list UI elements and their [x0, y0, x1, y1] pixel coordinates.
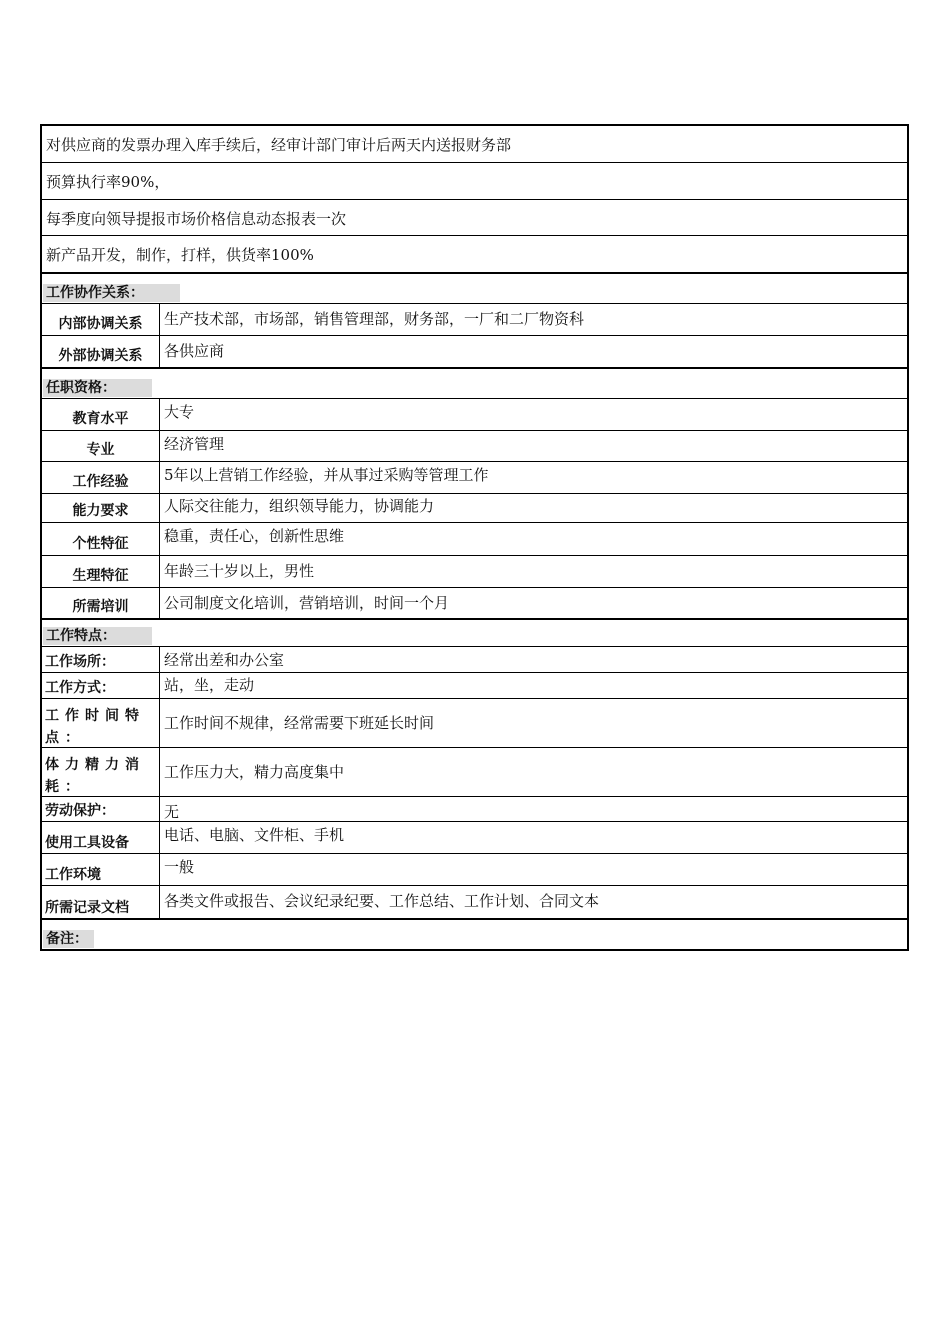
- external-coordination-value: 各供应商: [164, 342, 225, 360]
- work-features-header: 工作特点：: [43, 627, 152, 645]
- documents-label: 所需记录文档: [42, 886, 160, 918]
- personality-label: 个性特征: [42, 523, 160, 555]
- documents-row: [42, 886, 907, 920]
- environment-label: 工作环境: [42, 854, 160, 885]
- work-mode-row: [42, 673, 907, 699]
- responsibility-text-4: 新产品开发，制作，打样，供货率100%: [46, 246, 314, 264]
- experience-value: 5年以上营销工作经验，并从事过采购等管理工作: [164, 466, 489, 484]
- energy-consumption-value: 工作压力大，精力高度集中: [164, 763, 345, 781]
- responsibility-text-3: 每季度向领导提报市场价格信息动态报表一次: [46, 210, 347, 228]
- external-coordination-label: 外部协调关系: [42, 336, 160, 367]
- education-row: [42, 399, 907, 431]
- work-time-row: [42, 699, 907, 748]
- personality-row: [42, 523, 907, 556]
- tools-row: [42, 822, 907, 854]
- responsibility-row-2: [42, 163, 907, 200]
- energy-consumption-row: [42, 748, 907, 797]
- tools-value: 电话、电脑、文件柜、手机: [164, 826, 345, 844]
- qualification-header: 任职资格：: [43, 379, 152, 397]
- labor-protection-value: 无: [164, 803, 180, 821]
- work-time-label: 工作时间特点：: [42, 699, 160, 747]
- qualification-header-row: [42, 369, 907, 399]
- remarks-row: [42, 920, 907, 949]
- responsibility-text-1: 对供应商的发票办理入库手续后，经审计部门审计后两天内送报财务部: [46, 136, 512, 154]
- internal-coordination-row: [42, 304, 907, 336]
- major-value: 经济管理: [164, 435, 225, 453]
- internal-coordination-value: 生产技术部，市场部，销售管理部，财务部，一厂和二厂物资科: [164, 310, 585, 328]
- experience-row: [42, 462, 907, 494]
- work-time-value: 工作时间不规律，经常需要下班延长时间: [164, 714, 435, 732]
- workplace-row: [42, 647, 907, 673]
- responsibility-text-2: 预算执行率90%，: [46, 173, 170, 191]
- cooperation-header: 工作协作关系：: [43, 284, 180, 302]
- physiology-label: 生理特征: [42, 556, 160, 587]
- labor-protection-row: [42, 797, 907, 822]
- responsibility-row-4: [42, 236, 907, 274]
- physiology-row: [42, 556, 907, 588]
- ability-label: 能力要求: [42, 494, 160, 522]
- environment-value: 一般: [164, 858, 195, 876]
- work-features-header-row: [42, 620, 907, 647]
- training-label: 所需培训: [42, 588, 160, 618]
- training-value: 公司制度文化培训，营销培训，时间一个月: [164, 594, 450, 612]
- tools-label: 使用工具设备: [42, 822, 160, 853]
- education-label: 教育水平: [42, 399, 160, 430]
- training-row: [42, 588, 907, 620]
- remarks-header: 备注：: [43, 930, 94, 948]
- physiology-value: 年龄三十岁以上，男性: [164, 562, 315, 580]
- work-mode-label: 工作方式：: [42, 673, 160, 698]
- environment-row: [42, 854, 907, 886]
- responsibility-row-3: [42, 200, 907, 236]
- internal-coordination-label: 内部协调关系: [42, 304, 160, 335]
- labor-protection-label: 劳动保护：: [42, 797, 160, 821]
- education-value: 大专: [164, 403, 195, 421]
- cooperation-header-row: [42, 274, 907, 304]
- documents-value: 各类文件或报告、会议纪录纪要、工作总结、工作计划、合同文本: [164, 892, 600, 910]
- job-description-table: [40, 124, 909, 951]
- work-mode-value: 站，坐，走动: [164, 676, 255, 694]
- external-coordination-row: [42, 336, 907, 369]
- workplace-label: 工作场所：: [42, 647, 160, 672]
- major-row: [42, 431, 907, 462]
- energy-consumption-label: 体力精力消耗：: [42, 748, 160, 796]
- ability-row: [42, 494, 907, 523]
- responsibility-row-1: [42, 126, 907, 163]
- experience-label: 工作经验: [42, 462, 160, 493]
- major-label: 专业: [42, 431, 160, 461]
- personality-value: 稳重，责任心，创新性思维: [164, 527, 345, 545]
- workplace-value: 经常出差和办公室: [164, 651, 285, 669]
- ability-value: 人际交往能力，组织领导能力，协调能力: [164, 497, 435, 515]
